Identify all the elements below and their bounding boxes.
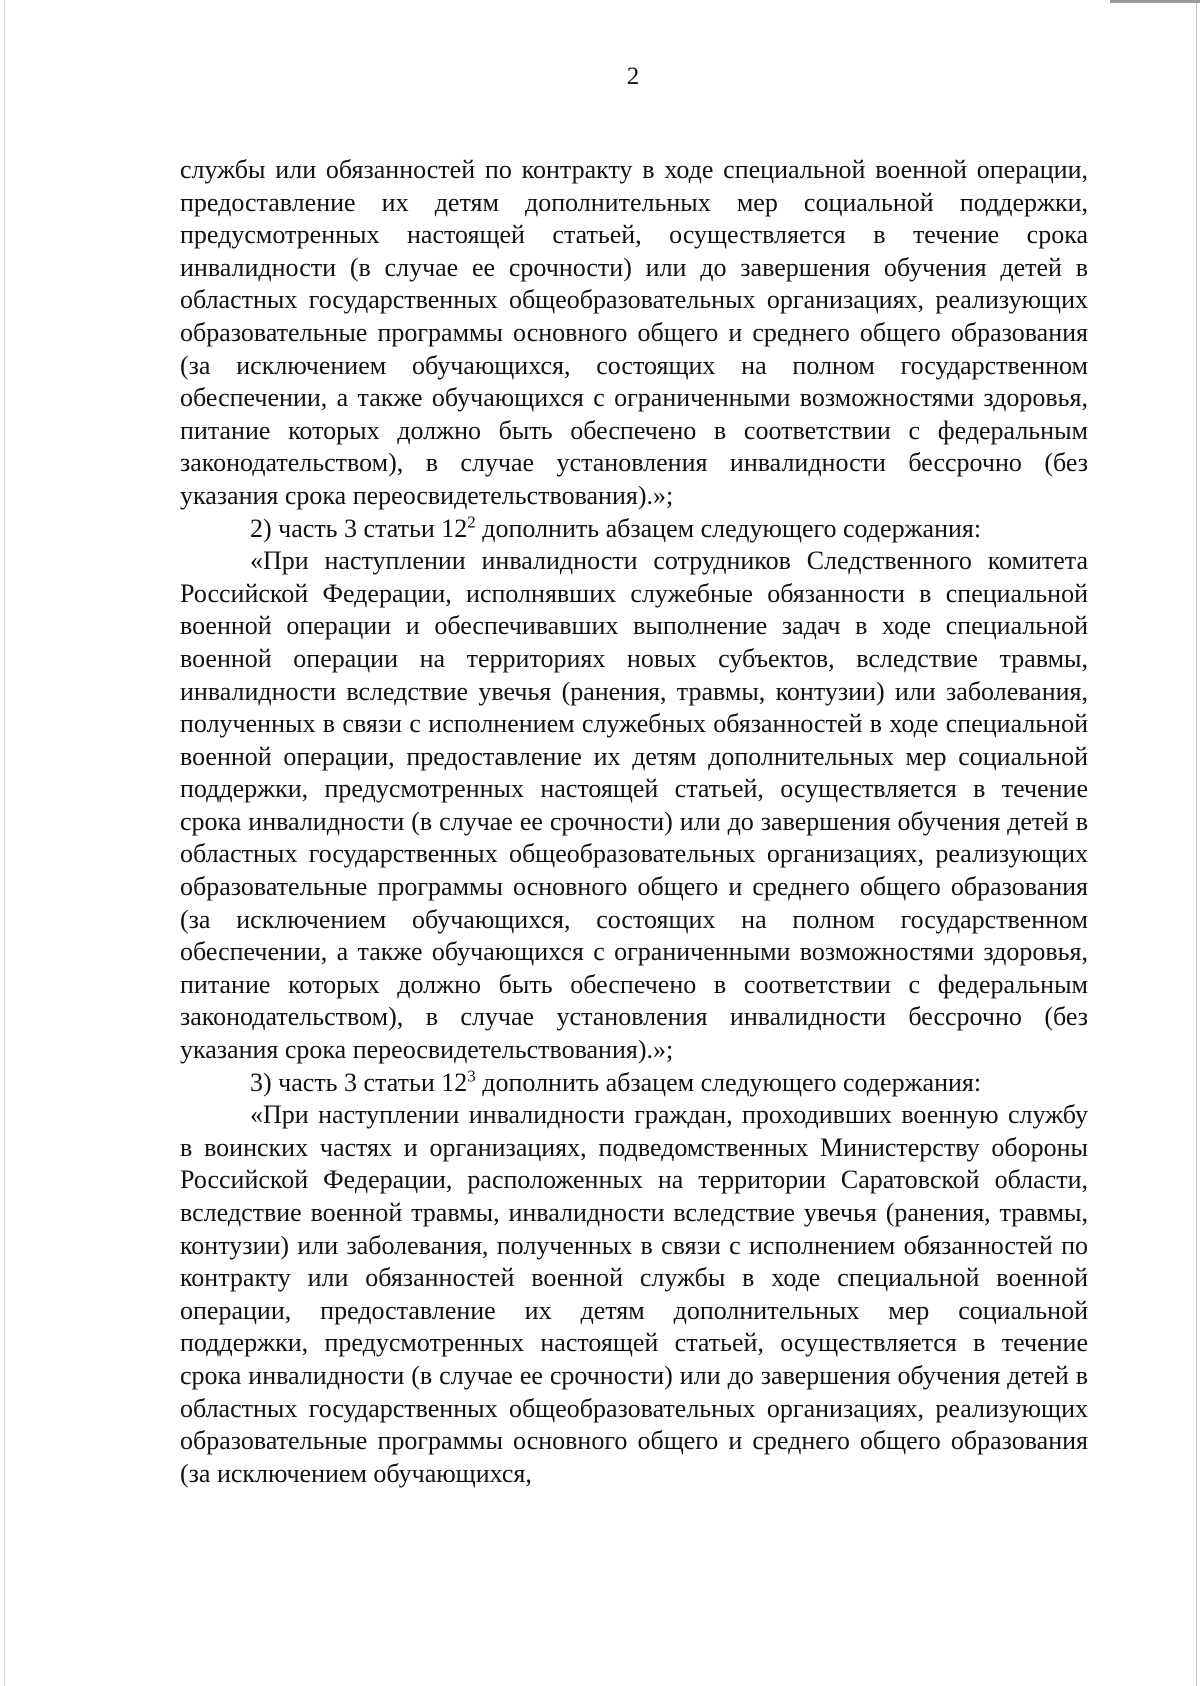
- scan-edge-left: [4, 0, 5, 1686]
- amendment-item-3: [180, 1067, 1088, 1100]
- amendment-item-3-prefix: 3) часть 3 статьи 12: [250, 1067, 468, 1097]
- document-body: [180, 154, 1088, 1490]
- amendment-item-2: [180, 513, 1088, 546]
- paragraph-continuation: службы или обязанностей по контракту в ходе специальной военной операции, предоставление их детям дополнительных мер социальной поддержки, предусмотренных настоящей статьей, осуществляется в течение срока инвалидности (в случае ее срочности) или до завершения обучения детей в областных государственных общеобразовательных организациях, реализующих образовательные программы основного общего и среднего общего образования (за исключением обучающихся, состоящих на полном государственном обеспечении, а также обучающихся с ограниченными возможностями здоровья, питание которых должно быть обеспечено в соответствии с федеральным законодательством), в случае установления инвалидности бессрочно (без указания срока переосвидетельствования).»;: [180, 155, 1088, 510]
- article-superscript-2: 2: [467, 511, 476, 531]
- page-number: 2: [626, 63, 640, 90]
- scan-corner-mark: [1110, 0, 1200, 3]
- amendment-item-2-prefix: 2) часть 3 статьи 12: [250, 513, 468, 543]
- paragraph-investigative-committee: «При наступлении инвалидности сотрудников Следственного комитета Российской Федерации, исполнявших служебные обязанности в специальной военной операции и обеспечивавших выполнение задач в ходе специальной военной операции на территориях новых субъектов, вследствие травмы, инвалидности вследствие увечья (ранения, травмы, контузии) или заболевания, полученных в связи с исполнением служебных обязанностей в ходе специальной военной операции, предоставление их детям дополнительных мер социальной поддержки, предусмотренных настоящей статьей, осуществляется в течение срока инвалидности (в случае ее срочности) или до завершения обучения детей в областных государственных общеобразовательных организациях, реализующих образовательные программы основного общего и среднего общего образования (за исключением обучающихся, состоящих на полном государственном обеспечении, а также обучающихся с ограниченными возможностями здоровья, питание которых должно быть обеспечено в соответствии с федеральным законодательством), в случае установления инвалидности бессрочно (без указания срока переосвидетельствования).»;: [180, 546, 1088, 1065]
- scan-edge-right: [1196, 0, 1197, 1686]
- amendment-item-2-suffix: дополнить абзацем следующего содержания:: [475, 513, 982, 543]
- paragraph-military-service: «При наступлении инвалидности граждан, проходивших военную службу в воинских частях и организациях, подведомственных Министерству обороны Российской Федерации, расположенных на территории Саратовской области, вследствие военной травмы, инвалидности вследствие увечья (ранения, травмы, контузии) или заболевания, полученных в связи с исполнением обязанностей по контракту или обязанностей военной службы в ходе специальной военной операции, предоставление их детям дополнительных мер социальной поддержки, предусмотренных настоящей статьей, осуществляется в течение срока инвалидности (в случае ее срочности) или до завершения обучения детей в областных государственных общеобразовательных организациях, реализующих образовательные программы основного общего и среднего общего образования (за исключением обучающихся,: [180, 1100, 1088, 1488]
- article-superscript-3: 3: [467, 1065, 476, 1085]
- amendment-item-3-suffix: дополнить абзацем следующего содержания:: [475, 1067, 982, 1097]
